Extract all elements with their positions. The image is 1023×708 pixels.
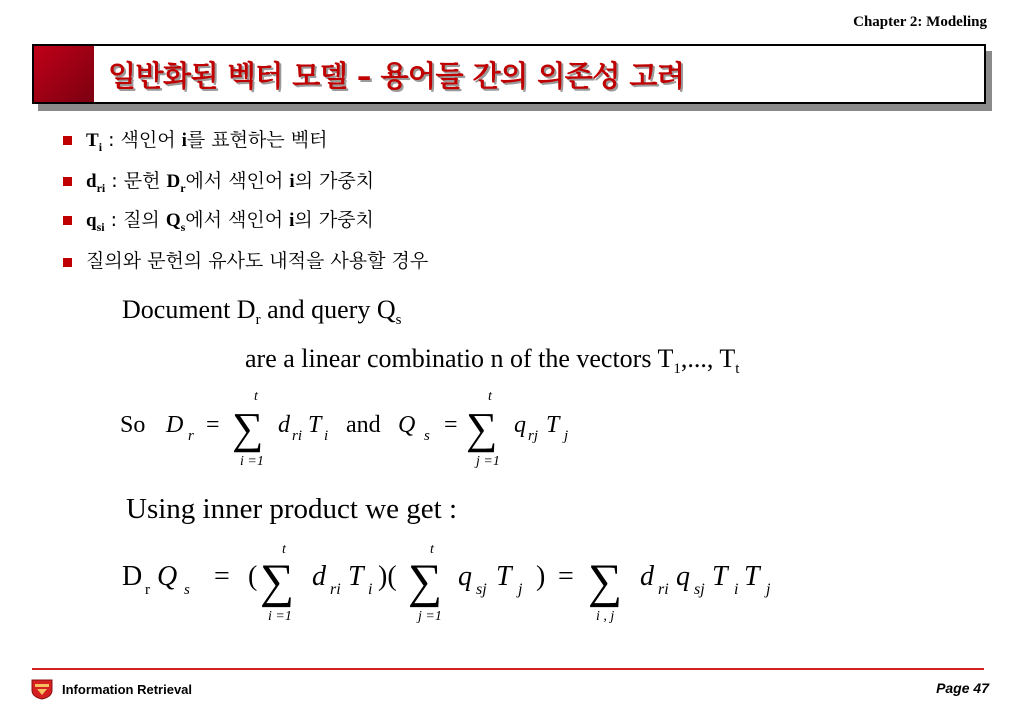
svg-text:)(: )( — [378, 561, 397, 592]
bullet-text: 를 표현하는 벡터 — [186, 129, 328, 151]
bullet-text: : 색인어 — [102, 129, 182, 151]
svg-text:T: T — [546, 412, 560, 438]
bullet-text: 에서 색인어 — [185, 170, 290, 192]
bullet-text: 의 가중치 — [294, 170, 375, 192]
svg-text:q: q — [514, 412, 526, 438]
svg-text:ri: ri — [658, 581, 669, 598]
bullet-text: 의 가중치 — [294, 209, 374, 231]
footer-course-label: Information Retrieval — [62, 682, 193, 697]
shield-logo-icon — [30, 678, 54, 700]
svg-text:i =1: i =1 — [240, 454, 264, 469]
svg-text:D: D — [166, 412, 184, 438]
svg-text:ri: ri — [292, 428, 303, 444]
svg-text:): ) — [536, 561, 546, 592]
svg-text:sj: sj — [476, 581, 487, 598]
svg-text:i: i — [734, 581, 739, 598]
svg-text:q: q — [458, 561, 472, 592]
svg-text:r: r — [145, 582, 150, 598]
svg-text:i , j: i , j — [596, 609, 615, 624]
footer-divider — [32, 668, 984, 670]
svg-text:t: t — [254, 389, 258, 404]
bullet-subscript: ri — [96, 180, 106, 195]
bullet-subscript: s — [180, 219, 186, 234]
sum-symbol: ∑ — [466, 404, 498, 453]
svg-text:Q: Q — [157, 561, 178, 592]
bullet-item-similarity: 질의와 문헌의 유사도 내적을 사용할 경우 — [86, 250, 429, 272]
sum-symbol: ∑ — [588, 555, 623, 608]
bullet-subscript: i — [98, 139, 103, 154]
bullet-bold: D — [166, 171, 181, 192]
bullet-bold: i — [181, 130, 187, 151]
svg-text:=: = — [214, 561, 230, 592]
svg-text:rj: rj — [528, 428, 539, 444]
svg-text:sj: sj — [694, 581, 705, 598]
slide-title: 일반화된 벡터 모델 – 용어들 간의 의존성 고려 — [108, 59, 685, 93]
svg-text:T: T — [744, 561, 760, 592]
sum-symbol: ∑ — [408, 555, 443, 608]
svg-text:j =1: j =1 — [476, 454, 500, 469]
bullet-text: : 문헌 — [105, 170, 167, 192]
svg-text:D: D — [122, 561, 143, 592]
svg-text:j: j — [564, 428, 569, 444]
svg-text:T: T — [496, 561, 512, 592]
svg-text:j =1: j =1 — [418, 609, 442, 624]
svg-text:r: r — [188, 428, 194, 444]
svg-text:=: = — [206, 412, 220, 438]
svg-text:Q: Q — [398, 412, 416, 438]
equation-line1: Document $D_r$ and query $Q_s$ — [122, 295, 402, 328]
svg-text:T: T — [308, 412, 322, 438]
page-number: Page 47 — [936, 680, 989, 696]
bullet-bold: Q — [165, 210, 181, 231]
chapter-label: Chapter 2: Modeling — [853, 14, 987, 30]
sum-symbol: ∑ — [232, 404, 264, 453]
svg-text:ri: ri — [330, 581, 341, 598]
bullet-text: : 질의 — [104, 209, 166, 231]
svg-text:and: and — [346, 412, 381, 438]
svg-text:t: t — [282, 542, 286, 557]
bullet-symbol: T — [86, 130, 99, 151]
svg-text:=: = — [444, 412, 458, 438]
bullet-bold: i — [289, 210, 295, 231]
svg-text:So: So — [120, 412, 146, 438]
bullet-symbol: q — [86, 210, 97, 231]
bullet-bold: i — [289, 171, 295, 192]
svg-text:s: s — [424, 428, 430, 444]
svg-text:t: t — [488, 389, 492, 404]
svg-text:i: i — [324, 428, 329, 444]
equation-line4: Using inner product we get : — [126, 493, 458, 525]
sum-symbol: ∑ — [260, 555, 295, 608]
bullet-subscript: r — [180, 180, 186, 195]
svg-text:(: ( — [248, 561, 258, 592]
bullet-text: 에서 색인어 — [185, 209, 290, 231]
svg-text:=: = — [558, 561, 574, 592]
svg-text:T: T — [712, 561, 728, 592]
equation-line5 — [122, 542, 771, 624]
svg-text:d: d — [312, 561, 326, 592]
equation-line3 — [120, 389, 568, 469]
svg-text:d: d — [640, 561, 654, 592]
svg-text:t: t — [430, 542, 434, 557]
svg-text:j: j — [518, 581, 523, 598]
bullet-symbol: d — [86, 171, 97, 192]
svg-text:i: i — [368, 581, 373, 598]
svg-text:s: s — [184, 582, 190, 598]
svg-text:q: q — [676, 561, 690, 592]
svg-text:i =1: i =1 — [268, 609, 292, 624]
svg-text:T: T — [348, 561, 364, 592]
bullet-subscript: si — [96, 219, 105, 234]
equation-line2: are a linear combinatio n of the vectors $T_1$,..., $T_t$ — [245, 344, 740, 377]
svg-text:j: j — [766, 581, 771, 598]
svg-text:d: d — [278, 412, 290, 438]
